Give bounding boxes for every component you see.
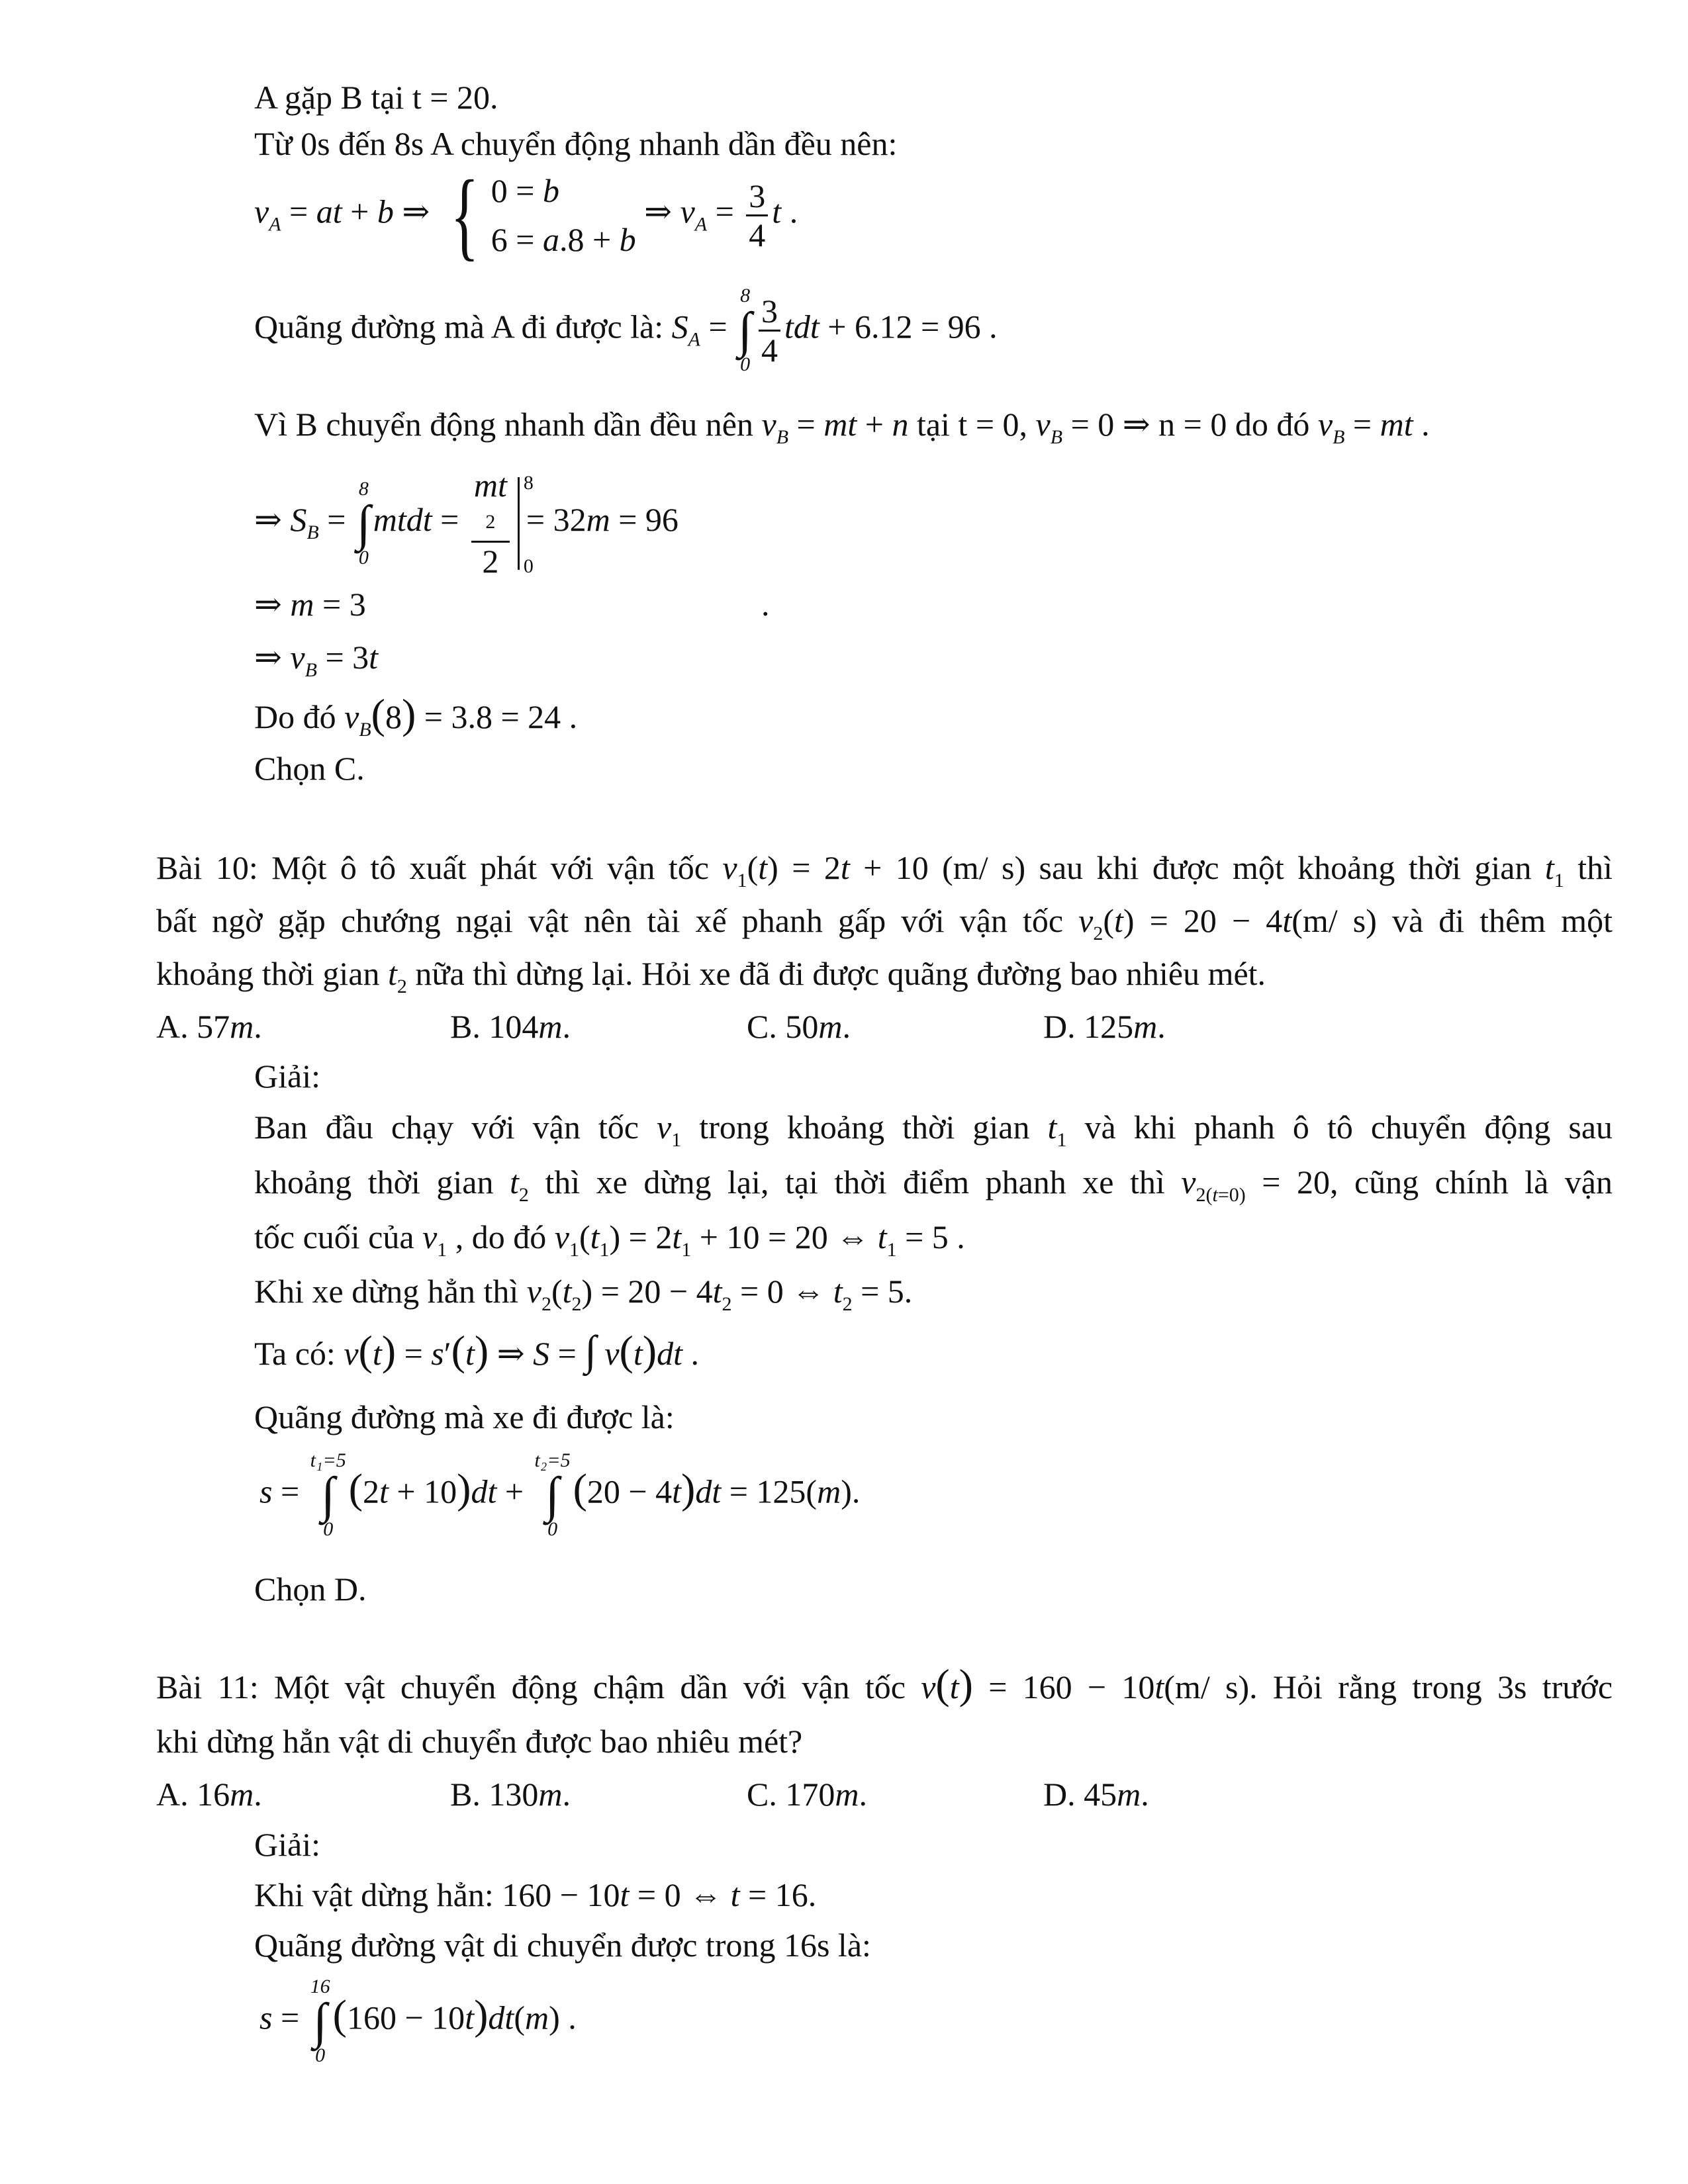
text-part: và khi phanh ô tô chuyển động sau [1084, 1109, 1613, 1146]
option-text: A. 57 [156, 1008, 230, 1045]
text-part: trong khoảng thời gian [699, 1109, 1030, 1146]
equation-vb3t: ⇒ $v_B = 3t$ [254, 639, 379, 681]
option-text: C. 50 [747, 1008, 819, 1045]
text-part: , cũng chính là vận [1329, 1163, 1613, 1201]
text-part: Vì B chuyển động nhanh dần đều nên [254, 406, 754, 443]
equation-s-16: s = 16 ∫ 0 (160 − 10t)dt(m) . [259, 1976, 577, 2066]
solution-10-line4: Khi xe dừng hẳn thì $v_2(t_2) = 20 - 4t_2 = 0$ ⇔ $t_2 = 5$. [254, 1273, 913, 1315]
text-part: n = 0 do đó [1158, 406, 1310, 443]
option-unit: m [230, 1776, 254, 1813]
option-d: D. 125m. [1043, 1008, 1166, 1045]
solution-10-line5: Ta có: v(t) = s′(t) ⇒ S = ∫ v(t)dt . [254, 1327, 699, 1374]
text-part: và đi thêm một [1391, 902, 1613, 939]
stray-dot: . [761, 586, 770, 623]
option-unit: m [538, 1008, 563, 1045]
equation-va: $v_A$ = at + b ⇒ { 0 = b 6 = a.8 + b ⇒ $v_A$ = $\frac{3}{4}$ t . [254, 160, 798, 270]
text-part: tại t = 0, [916, 406, 1028, 443]
solution-11-line2: Quãng đường vật di chuyển được trong 16s là: [254, 1927, 871, 1964]
option-unit: m [230, 1008, 254, 1045]
solution-heading: Giải: [254, 1826, 320, 1863]
solution-10-line3: tốc cuối của $v_1$ , do đó $v_1(t_1) = 2t_1 + 10 = 20$ ⇔ $t_1 = 5$ . [254, 1218, 965, 1261]
option-text: C. 170 [747, 1776, 835, 1813]
text-part: Khi xe dừng hẳn thì [254, 1273, 519, 1310]
option-unit: m [538, 1776, 563, 1813]
text-part: khoảng thời gian [254, 1163, 494, 1201]
problem-11-line1: Bài 11: Một vật chuyển động chậm dần với vận tốc v(t) = 160 − 10t(m/ s). Hỏi rằng trong 3s trước [156, 1661, 1613, 1707]
equation-m: ⇒ m = 3 [254, 586, 366, 623]
option-unit: m [835, 1776, 859, 1813]
answer-line: Chọn C. [254, 750, 365, 787]
equation-sa: Quãng đường mà A đi được là: $S_A$ = 8 ∫ 0 $\frac{3}{4}$ tdt + 6.12 = 96 . [254, 285, 998, 375]
option-text: B. 104 [450, 1008, 539, 1045]
text-part: Khi vật dừng hẳn: [254, 1876, 494, 1913]
solution-10-line2: khoảng thời gian $t_2$ thì xe dừng lại, tại thời điểm phanh xe thì $v_{2(t=0)} = 20$, cũng chính là vận [254, 1163, 1613, 1206]
text-prefix: Quãng đường mà A đi được là: [254, 308, 664, 345]
option-text: B. 130 [450, 1776, 539, 1813]
problem-10-line3: khoảng thời gian $t_2$ nữa thì dừng lại. Hỏi xe đã đi được quãng đường bao nhiêu mét. [156, 955, 1266, 997]
text-part: bất ngờ gặp chướng ngại vật nên tài xế phanh gấp với vận tốc [156, 902, 1064, 939]
option-unit: m [1133, 1008, 1158, 1045]
equation-sb: ⇒ $S_B$ = 8 ∫ 0 mtdt = mt 2 2 8 0 = 32m = 96 [254, 467, 679, 580]
solution-11-line1: Khi vật dừng hẳn: 160 − 10t = 0 ⇔ t = 16. [254, 1876, 817, 1913]
equation-vb8: Do đó $v_B(8) = 3.8 = 24$ . [254, 690, 578, 741]
text-part: Ban đầu chạy với vận tốc [254, 1109, 639, 1146]
text-part: Bài 11: Một vật chuyển động chậm dần với vận tốc [156, 1668, 906, 1706]
text-part: , do đó [455, 1218, 547, 1255]
option-a: A. 16m. [156, 1776, 262, 1813]
answer-line: Chọn D. [254, 1570, 367, 1608]
equation-s-total: s = t₁=5 ∫ 0 (2t + 10)dt + t₂=5 ∫ 0 (20 − 4t)dt = 125(m). [259, 1449, 861, 1540]
text-part: Ta có: [254, 1335, 336, 1372]
text-part: . Hỏi rằng trong 3s trước [1249, 1668, 1613, 1706]
text-part: Bài 10: Một ô tô xuất phát với vận tốc [156, 849, 709, 886]
problem-10-line1: Bài 10: Một ô tô xuất phát với vận tốc $v_1(t) = 2t + 10$ (m/ s) sau khi được một khoảng thời gian $t_1$ thì [156, 849, 1613, 891]
text-line: A gặp B tại t = 20. [254, 79, 498, 116]
option-d: D. 45m. [1043, 1776, 1149, 1813]
solution-10-line6: Quãng đường mà xe đi được là: [254, 1398, 675, 1435]
option-b: B. 104m. [450, 1008, 571, 1045]
text-line: Từ 0s đến 8s A chuyển động nhanh dần đều nên: [254, 125, 898, 162]
problem-11-line2: khi dừng hẳn vật di chuyển được bao nhiêu mét? [156, 1723, 803, 1760]
text-part: nữa thì dừng lại. Hỏi xe đã đi được quãng đường bao nhiêu mét. [415, 955, 1266, 992]
text-part: tốc cuối của [254, 1218, 414, 1255]
text-part: sau khi được một khoảng thời gian [1039, 849, 1532, 886]
option-text: A. 16 [156, 1776, 230, 1813]
text-part: thì xe dừng lại, tại thời điểm phanh xe thì [545, 1163, 1165, 1201]
option-a: A. 57m. [156, 1008, 262, 1045]
text-part: khoảng thời gian [156, 955, 380, 992]
option-b: B. 130m. [450, 1776, 571, 1813]
option-text: D. 45 [1043, 1776, 1117, 1813]
option-unit: m [818, 1008, 843, 1045]
option-c: C. 50m. [747, 1008, 851, 1045]
text-prefix: Do đó [254, 698, 336, 735]
solution-heading: Giải: [254, 1058, 320, 1095]
option-text: D. 125 [1043, 1008, 1134, 1045]
option-c: C. 170m. [747, 1776, 867, 1813]
option-unit: m [1117, 1776, 1141, 1813]
solution-10-line1: Ban đầu chạy với vận tốc $v_1$ trong khoảng thời gian $t_1$ và khi phanh ô tô chuyển động sau [254, 1109, 1613, 1151]
text-part: thì [1577, 849, 1613, 886]
problem-10-line2: bất ngờ gặp chướng ngại vật nên tài xế phanh gấp với vận tốc $v_2(t) = 20 - 4t(m/$ s) và đi thêm một [156, 902, 1613, 944]
text-line-vb: Vì B chuyển động nhanh dần đều nên $v_B$ = mt + n tại t = 0, $v_B = 0$ ⇒ n = 0 do đó $v_B$ = mt . [254, 406, 1430, 448]
